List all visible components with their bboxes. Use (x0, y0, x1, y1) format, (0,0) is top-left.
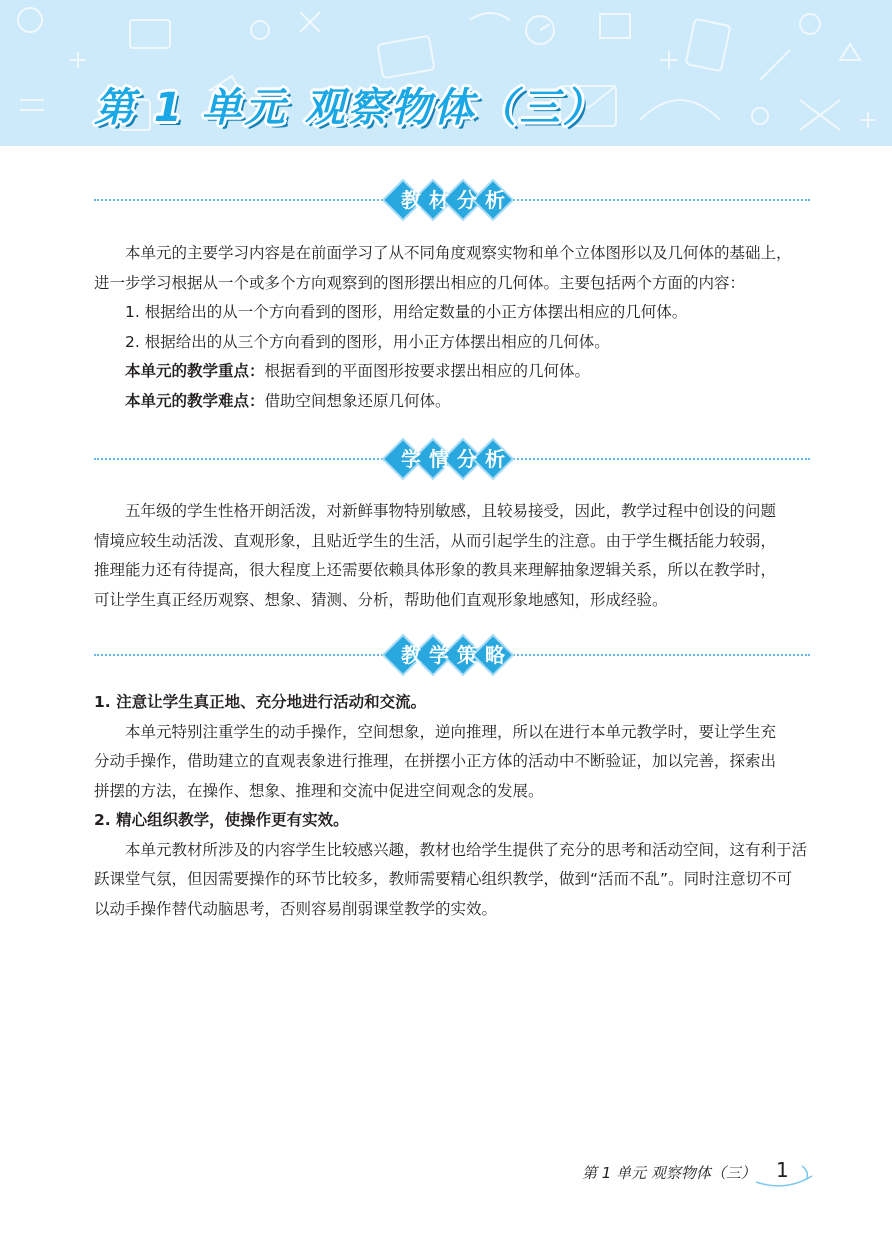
paragraph-line: 跃课堂气氛，但因需要操作的环节比较多，教师需要精心组织教学，做到“活而不乱”。同时注意切不可 (94, 870, 793, 888)
section-badge (381, 437, 527, 481)
paragraph-line: 本单元特别注重学生的动手操作，空间想象，逆向推理，所以在进行本单元教学时，要让学生充 (125, 722, 777, 741)
paragraph-line: 本单元教材所涉及的内容学生比较感兴趣，教材也给学生提供了充分的思考和活动空间，这有利于活 (125, 840, 808, 859)
unit-title: 第 1 单元 观察物体（三） (94, 85, 606, 131)
paragraph-line: 五年级的学生性格开朗活泼，对新鲜事物特别敏感，且较易接受，因此，教学过程中创设的问题 (125, 502, 777, 520)
paragraph-line: 进一步学习根据从一个或多个方向观察到的图形摆出相应的几何体。主要包括两个方面的内容： (94, 273, 746, 292)
paragraph-line: 拼摆的方法，在操作、想象、推理和交流中促进空间观念的发展。 (94, 781, 544, 800)
paragraph-line: 推理能力还有待提高，很大程度上还需要依赖具体形象的教具来理解抽象逻辑关系，所以在教学时， (94, 561, 777, 579)
paragraph-line: 情境应较生动活泼、直观形象，且贴近学生的生活，从而引起学生的注意。由于学生概括能力较弱， (94, 531, 777, 550)
section-heading: 教材分析 (401, 188, 513, 212)
key-point-label: 本单元的教学重点： (125, 362, 265, 380)
list-item: 2. 根据给出的从三个方向看到的图形，用小正方体摆出相应的几何体。 (125, 332, 610, 351)
header-banner (0, 0, 892, 146)
paragraph-line: 以动手操作替代动脑思考，否则容易削弱课堂教学的实效。 (94, 899, 498, 918)
difficulty-text: 借助空间想象还原几何体。 (264, 391, 451, 410)
list-item: 1. 根据给出的从一个方向看到的图形，用给定数量的小正方体摆出相应的几何体。 (125, 303, 688, 321)
paragraph-line: 本单元的主要学习内容是在前面学习了从不同角度观察实物和单个立体图形以及几何体的基础上， (125, 244, 792, 262)
textbook-analysis-body (94, 239, 814, 416)
section-badge (381, 178, 527, 222)
paragraph-line: 分动手操作，借助建立的直观表象进行推理，在拼摆小正方体的活动中不断验证，加以完善，探索出 (94, 752, 777, 770)
page-number: 1 (776, 1158, 789, 1182)
difficulty-line (94, 387, 814, 417)
paragraph-line: 可让学生真正经历观察、想象、猜测、分析，帮助他们直观形象地感知，形成经验。 (94, 590, 668, 609)
strategy-point-title: 2. 精心组织教学，使操作更有实效。 (94, 811, 349, 829)
section-header-teaching-strategy (94, 633, 810, 677)
strategy-point-title: 1. 注意让学生真正地、充分地进行活动和交流。 (94, 693, 427, 711)
section-heading: 学情分析 (401, 447, 513, 471)
student-analysis-body (94, 497, 814, 615)
section-heading: 教学策略 (401, 643, 513, 667)
section-header-student-analysis (94, 437, 810, 481)
section-badge (381, 633, 527, 677)
key-point-text: 根据看到的平面图形按要求摆出相应的几何体。 (264, 362, 591, 380)
difficulty-label: 本单元的教学难点： (125, 391, 265, 410)
section-header-textbook-analysis (94, 178, 810, 222)
key-point-line (94, 357, 814, 387)
footer-unit-label: 第 1 单元 观察物体（三） (582, 1164, 756, 1182)
teaching-strategy-body (94, 688, 814, 924)
